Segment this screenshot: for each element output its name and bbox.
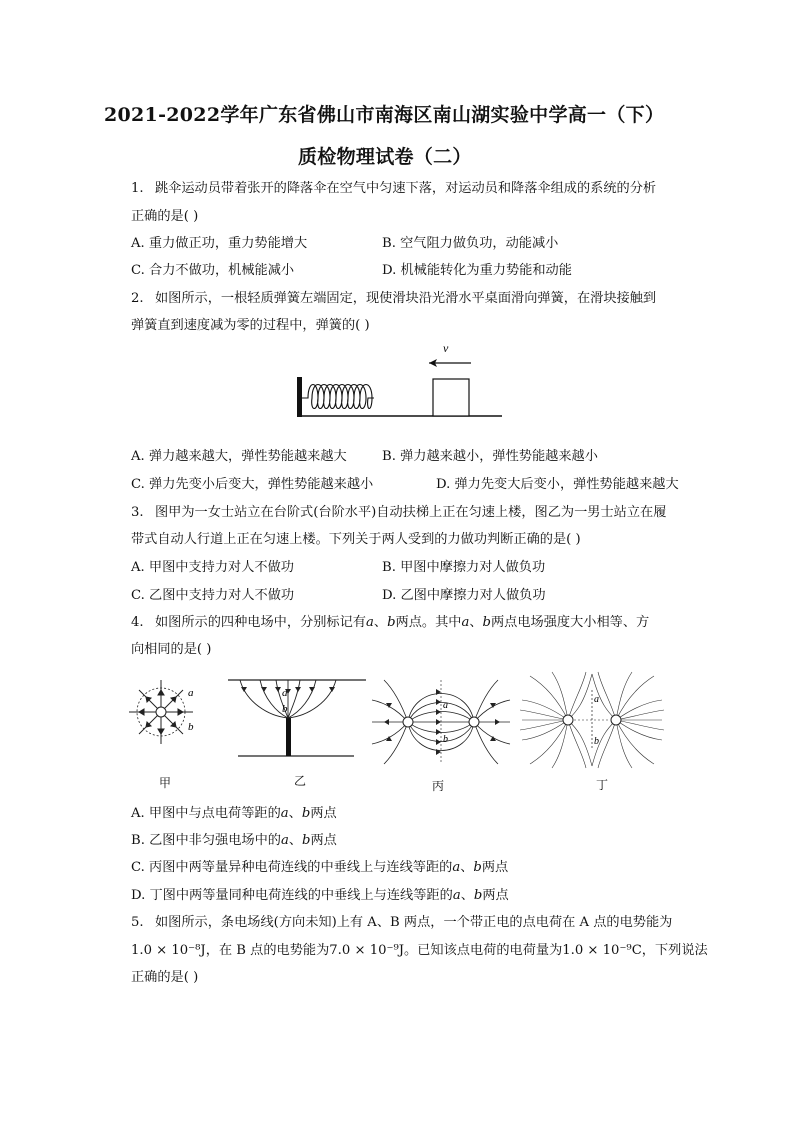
option-b: B. 弹力越来越小，弹性势能越来越小 [382,449,598,464]
figure-label-ding: 丁 [596,778,609,792]
question-number: 5. [131,915,144,930]
curved-field-lines [240,680,336,718]
point-a-label: a [188,687,194,699]
question-stem-line: 1.0 × 10⁻⁸J，在 B 点的电势能为7.0 × 10⁻⁹J。已知该点电荷的电荷量为1.0 × 10⁻⁹C，下列说法 [131,943,708,958]
negative-charge [469,717,479,727]
point-a-label: a [443,700,448,711]
option-a: A. 弹力越来越大，弹性势能越来越大 [131,449,347,464]
positive-charge [403,717,413,727]
question-stem-line: 正确的是( ) [131,970,199,985]
option-c: C. 乙图中支持力对人不做功 [131,588,295,603]
field-figure-yi [228,676,368,760]
option-d: D. 丁图中两等量同种电荷连线的中垂线上与连线等距的a、b两点 [131,888,509,903]
figure-label-yi: 乙 [294,774,307,788]
point-b-label: b [188,721,194,733]
field-figure-ding [518,670,666,770]
point-b-label: b [594,736,599,747]
question-stem-line: 如图所示的四种电场中，分别标记有a、b两点。其中a、b两点电场强度大小相等、方 [155,615,650,630]
question-stem-line: 弹簧直到速度减为零的过程中，弹簧的( ) [131,318,370,333]
fixed-wall [297,377,302,417]
question-stem-line: 跳伞运动员带着张开的降落伞在空气中匀速下落，对运动员和降落伞组成的系统的分析 [155,181,657,196]
option-c: C. 丙图中两等量异种电荷连线的中垂线上与连线等距的a、b两点 [131,860,509,875]
sliding-block [433,379,469,416]
field-figure-jia [128,672,208,752]
question-number: 2. [131,291,144,306]
positive-charge-left [563,715,573,725]
option-b: B. 甲图中摩擦力对人做负功 [382,560,546,575]
option-a: A. 甲图中与点电荷等距的a、b两点 [131,806,337,821]
option-a: A. 甲图中支持力对人不做功 [131,560,294,575]
question-stem-line: 如图所示，一根轻质弹簧左端固定，现使滑块沿光滑水平桌面滑向弹簧，在滑块接触到 [155,291,657,306]
point-b-label: b [443,734,448,745]
option-d: D. 乙图中摩擦力对人做负功 [382,588,546,603]
spring-block-figure [294,340,504,420]
question-stem-line: 图甲为一女士站立在台阶式(台阶水平)自动扶梯上正在匀速上楼，图乙为一男士站立在履 [155,505,667,520]
spring [302,385,374,409]
exam-title-line-2: 质检物理试卷（二） [298,146,472,168]
question-number: 4. [131,615,144,630]
option-a: A. 重力做正功，重力势能增大 [131,236,308,251]
option-d: D. 弹力先变大后变小，弹性势能越来越大 [436,477,679,492]
question-stem-line: 正确的是( ) [131,209,199,224]
figure-label-jia: 甲 [159,776,172,790]
field-figure-bing [370,678,512,764]
point-a-label: a [282,687,288,699]
option-b: B. 空气阻力做负功，动能减小 [382,236,559,251]
question-stem-line: 向相同的是( ) [131,642,212,657]
question-number: 1. [131,181,144,196]
question-number: 3. [131,505,144,520]
point-b-label: b [282,703,288,715]
option-d: D. 机械能转化为重力势能和动能 [382,263,572,278]
point-charge [156,707,166,717]
point-a-label: a [594,694,599,705]
option-c: C. 弹力先变小后变大，弹性势能越来越小 [131,477,374,492]
positive-charge-right [611,715,621,725]
option-c: C. 合力不做功，机械能减小 [131,263,295,278]
conductor-rod [286,718,291,756]
exam-title-line-1: 2021-2022学年广东省佛山市南海区南山湖实验中学高一（下） [104,104,665,126]
figure-label-bing: 丙 [432,779,445,793]
option-b: B. 乙图中非匀强电场中的a、b两点 [131,833,337,848]
velocity-label: v [443,341,449,355]
question-stem-line: 带式自动人行道上正在匀速上楼。下列关于两人受到的力做功判断正确的是( ) [131,532,581,547]
question-stem-line: 如图所示，条电场线(方向未知)上有 A、B 两点，一个带正电的点电荷在 A 点的电势能为 [155,915,673,930]
